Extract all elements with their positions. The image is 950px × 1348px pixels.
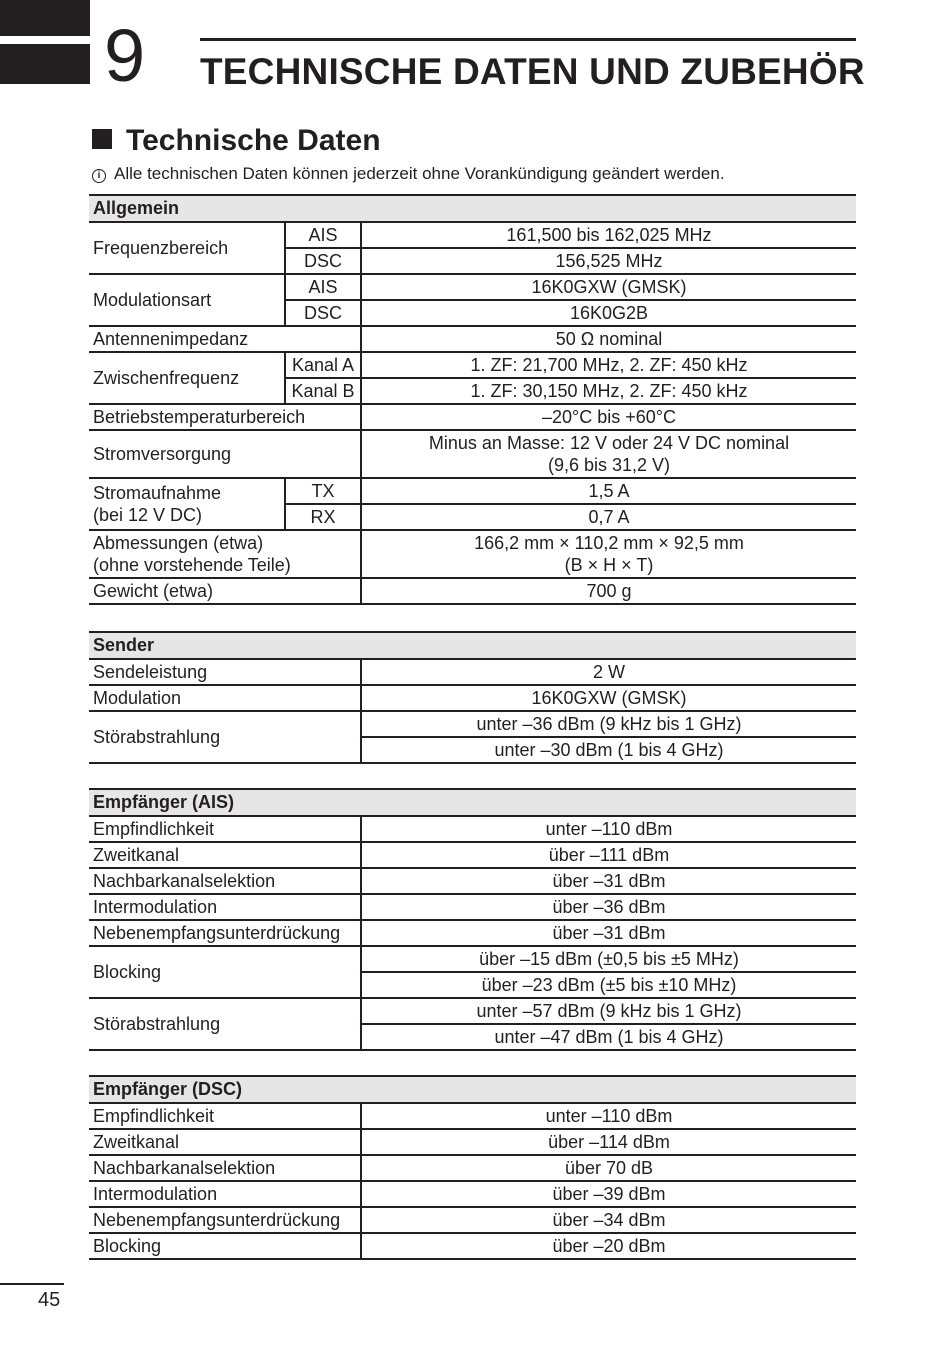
cell-value: 2 W	[361, 659, 856, 685]
square-bullet-icon	[92, 129, 112, 149]
value-line: Minus an Masse: 12 V oder 24 V DC nominal	[428, 433, 790, 453]
sub-label: AIS	[285, 222, 361, 248]
row-label: Zweitkanal	[89, 1129, 361, 1155]
cell-value: 0,7 A	[361, 504, 856, 530]
cell-value: über –36 dBm	[361, 894, 856, 920]
cell-value: 700 g	[361, 578, 856, 604]
sub-label: AIS	[285, 274, 361, 300]
cell-value: 161,500 bis 162,025 MHz	[361, 222, 856, 248]
table-empfaenger-dsc	[89, 1075, 856, 1260]
row-label: Stromversorgung	[89, 430, 361, 478]
cell-value: unter –36 dBm (9 kHz bis 1 GHz)	[361, 711, 856, 737]
chapter-tab-lower	[0, 44, 90, 84]
row-label: Modulation	[89, 685, 361, 711]
cell-value: über 70 dB	[361, 1155, 856, 1181]
cell-value: 16K0G2B	[361, 300, 856, 326]
cell-value: 1,5 A	[361, 478, 856, 504]
row-label: Frequenzbereich	[89, 222, 285, 274]
value-line: 166,2 mm × 110,2 mm × 92,5 mm	[474, 533, 744, 553]
sub-label: Kanal A	[285, 352, 361, 378]
row-label: Gewicht (etwa)	[89, 578, 361, 604]
cell-value: –20°C bis +60°C	[361, 404, 856, 430]
cell-value: unter –57 dBm (9 kHz bis 1 GHz)	[361, 998, 856, 1024]
value-line: (B × H × T)	[564, 555, 654, 575]
cell-value: über –111 dBm	[361, 842, 856, 868]
title-rule	[200, 38, 856, 41]
cell-value: 16K0GXW (GMSK)	[361, 685, 856, 711]
row-label: Störabstrahlung	[89, 998, 361, 1050]
chapter-title: TECHNISCHE DATEN UND ZUBEHÖR	[200, 51, 865, 92]
row-label: Nebenempfangsunterdrückung	[89, 920, 361, 946]
row-label: Antennenimpedanz	[89, 326, 361, 352]
row-label: Störabstrahlung	[89, 711, 361, 763]
row-label: Nachbarkanalselektion	[89, 868, 361, 894]
row-label: Blocking	[89, 946, 361, 998]
note-text: Alle technischen Daten können jederzeit ohne Vorankündigung geändert werden.	[114, 164, 725, 183]
cell-value: über –114 dBm	[361, 1129, 856, 1155]
row-label: Sendeleistung	[89, 659, 361, 685]
table-sender	[89, 631, 856, 764]
sub-label: TX	[285, 478, 361, 504]
row-label: Empfindlichkeit	[89, 1103, 361, 1129]
cell-value: 16K0GXW (GMSK)	[361, 274, 856, 300]
row-label: Intermodulation	[89, 894, 361, 920]
cell-value: unter –30 dBm (1 bis 4 GHz)	[361, 737, 856, 763]
section-title: Technische Daten	[126, 124, 381, 157]
table-header: Empfänger (DSC)	[89, 1076, 856, 1103]
row-label: Nebenempfangsunterdrückung	[89, 1207, 361, 1233]
table-header: Empfänger (AIS)	[89, 789, 856, 816]
cell-value: über –31 dBm	[361, 920, 856, 946]
sub-label: Kanal B	[285, 378, 361, 404]
table-header: Allgemein	[89, 195, 856, 222]
label-line: Abmessungen (etwa)	[93, 533, 264, 553]
section-heading	[92, 122, 381, 160]
row-label: Modulationsart	[89, 274, 285, 326]
cell-value	[361, 430, 856, 478]
page-number-rule	[0, 1283, 64, 1285]
cell-value: unter –110 dBm	[361, 1103, 856, 1129]
page-number: 45	[38, 1289, 61, 1311]
row-label	[89, 478, 285, 530]
row-label	[89, 530, 361, 578]
info-circle-icon: i	[92, 169, 106, 183]
cell-value: unter –110 dBm	[361, 816, 856, 842]
value-line: (9,6 bis 31,2 V)	[547, 455, 671, 475]
cell-value: 1. ZF: 21,700 MHz, 2. ZF: 450 kHz	[361, 352, 856, 378]
row-label: Empfindlichkeit	[89, 816, 361, 842]
label-line: (bei 12 V DC)	[93, 505, 203, 525]
row-label: Intermodulation	[89, 1181, 361, 1207]
label-line: Stromaufnahme	[93, 483, 222, 503]
cell-value	[361, 530, 856, 578]
row-label: Blocking	[89, 1233, 361, 1259]
table-header: Sender	[89, 632, 856, 659]
table-allgemein	[89, 194, 856, 605]
label-line: (ohne vorstehende Teile)	[93, 555, 291, 575]
cell-value: 156,525 MHz	[361, 248, 856, 274]
row-label: Zwischenfrequenz	[89, 352, 285, 404]
cell-value: 1. ZF: 30,150 MHz, 2. ZF: 450 kHz	[361, 378, 856, 404]
cell-value: über –39 dBm	[361, 1181, 856, 1207]
note	[92, 163, 725, 185]
cell-value: über –23 dBm (±5 bis ±10 MHz)	[361, 972, 856, 998]
row-label: Zweitkanal	[89, 842, 361, 868]
cell-value: über –31 dBm	[361, 868, 856, 894]
chapter-number: 9	[104, 14, 146, 97]
cell-value: über –15 dBm (±0,5 bis ±5 MHz)	[361, 946, 856, 972]
sub-label: DSC	[285, 248, 361, 274]
cell-value: unter –47 dBm (1 bis 4 GHz)	[361, 1024, 856, 1050]
cell-value: über –34 dBm	[361, 1207, 856, 1233]
sub-label: DSC	[285, 300, 361, 326]
row-label: Betriebstemperaturbereich	[89, 404, 361, 430]
chapter-tab-upper	[0, 0, 90, 36]
cell-value: 50 Ω nominal	[361, 326, 856, 352]
table-empfaenger-ais	[89, 788, 856, 1051]
row-label: Nachbarkanalselektion	[89, 1155, 361, 1181]
cell-value: über –20 dBm	[361, 1233, 856, 1259]
sub-label: RX	[285, 504, 361, 530]
